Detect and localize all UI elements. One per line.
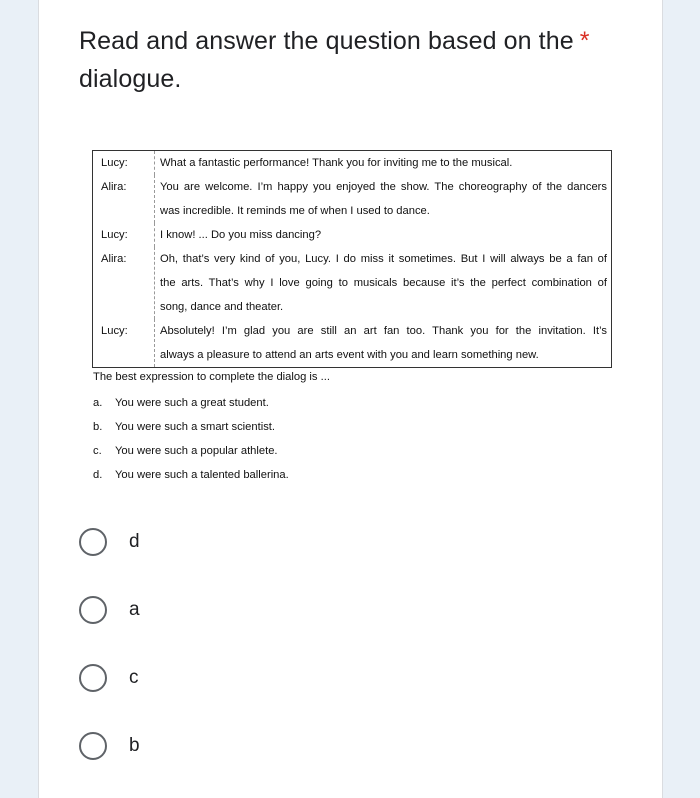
choice-a[interactable] <box>79 576 140 644</box>
option-text: You were such a popular athlete. <box>115 445 278 457</box>
required-asterisk: * <box>579 27 590 55</box>
option-line <box>93 463 289 487</box>
option-text: You were such a talented ballerina. <box>115 469 289 481</box>
dialog-line: song, dance and theater. <box>160 301 284 313</box>
option-letter: d. <box>93 469 103 481</box>
question-card <box>38 0 663 798</box>
dialog-line: was incredible. It reminds me of when I used to dance. <box>160 205 430 217</box>
radio-button[interactable] <box>79 664 107 692</box>
answer-choices <box>79 508 140 780</box>
choice-b[interactable] <box>79 712 140 780</box>
choice-label: b <box>129 735 140 756</box>
speaker-label: Lucy: <box>101 325 128 337</box>
dialog-table <box>92 150 612 368</box>
choice-label: c <box>129 667 139 688</box>
dialog-line: I know! ... Do you miss dancing? <box>160 229 322 241</box>
dialog-line: always a pleasure to attend an arts event with you and learn something new. <box>160 349 539 361</box>
radio-button[interactable] <box>79 596 107 624</box>
speaker-label: Lucy: <box>101 157 128 169</box>
option-text: You were such a smart scientist. <box>115 421 276 433</box>
choice-c[interactable] <box>79 644 140 712</box>
option-line <box>93 439 289 463</box>
dialog-prompt: The best expression to complete the dialog is ... <box>93 371 330 383</box>
dialog-line: What a fantastic performance! Thank you for inviting me to the musical. <box>160 157 513 169</box>
options-list <box>93 391 289 487</box>
dialog-line: Absolutely! I’m glad you are still an art fan too. Thank you for the invitation. It’s <box>160 325 607 337</box>
speaker-label: Alira: <box>101 253 127 265</box>
dialog-row <box>93 175 611 223</box>
question-title-text-line2: dialogue. <box>79 65 182 93</box>
dialog-line: the arts. That’s why I love going to musicals because it’s the perfect combination of <box>160 277 607 289</box>
option-letter: b. <box>93 421 103 433</box>
option-letter: a. <box>93 397 103 409</box>
dialog-row <box>93 151 611 175</box>
choice-label: d <box>129 531 140 552</box>
option-letter: c. <box>93 445 102 457</box>
choice-label: a <box>129 599 140 620</box>
choice-d[interactable] <box>79 508 140 576</box>
question-title <box>79 22 639 98</box>
question-image <box>91 150 613 486</box>
dialog-line: You are welcome. I’m happy you enjoyed the show. The choreography of the dancers <box>160 181 607 193</box>
option-line <box>93 391 289 415</box>
dialog-line: Oh, that’s very kind of you, Lucy. I do miss it sometimes. But I will always be a fan of <box>160 253 607 265</box>
question-title-text: Read and answer the question based on the <box>79 27 574 55</box>
speaker-label: Alira: <box>101 181 127 193</box>
dialog-row <box>93 319 611 367</box>
speaker-label: Lucy: <box>101 229 128 241</box>
dialog-row <box>93 247 611 319</box>
option-text: You were such a great student. <box>115 397 269 409</box>
dialog-row <box>93 223 611 247</box>
radio-button[interactable] <box>79 528 107 556</box>
radio-button[interactable] <box>79 732 107 760</box>
option-line <box>93 415 289 439</box>
